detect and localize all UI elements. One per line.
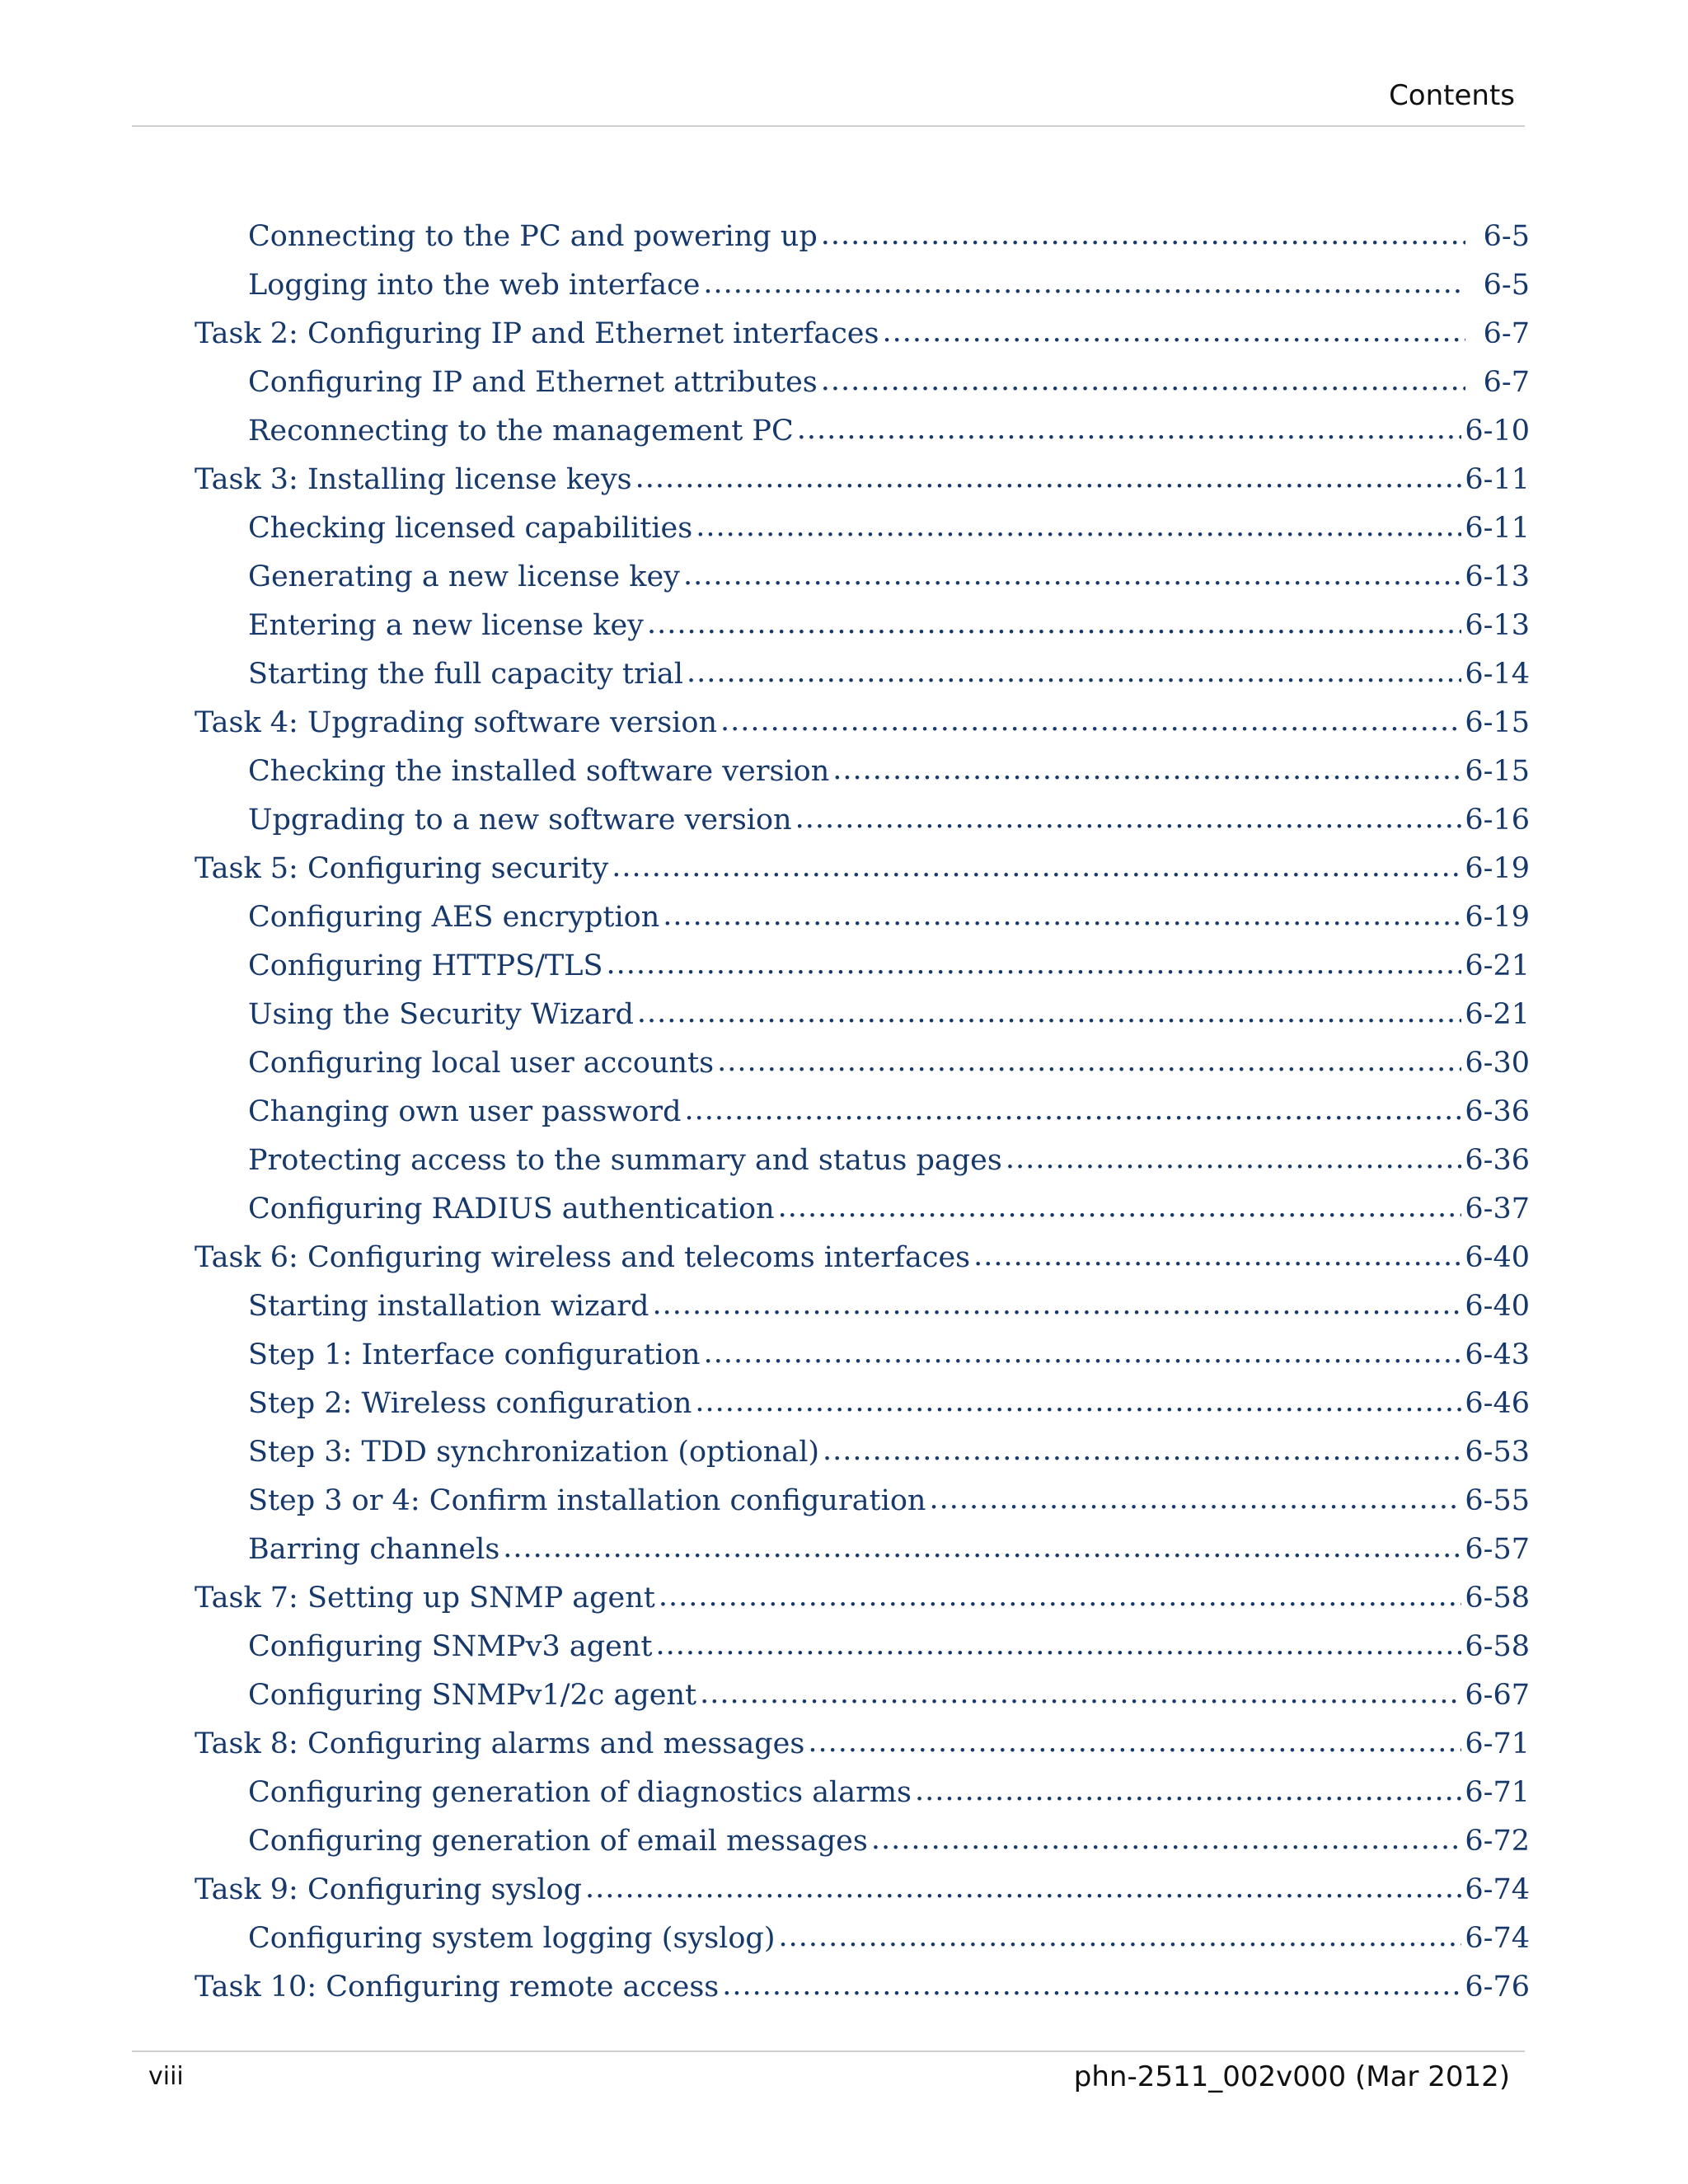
toc-entry-page: 6-58 (1465, 1582, 1530, 1615)
toc-entry-page: 6-10 (1465, 415, 1530, 448)
toc-entry-title: Configuring IP and Ethernet attributes (248, 366, 818, 399)
toc-entry-page: 6-11 (1465, 463, 1530, 496)
toc-entry-title: Checking licensed capabilities (248, 512, 693, 545)
toc-entry-page: 6-19 (1465, 901, 1530, 934)
toc-entry-task[interactable] (195, 1234, 1530, 1282)
toc-entry-title: Task 2: Configuring IP and Ethernet interfaces (195, 317, 879, 350)
toc-dot-leader (717, 1038, 1461, 1086)
toc-entry-page: 6-14 (1465, 658, 1530, 691)
toc-dot-leader (915, 1767, 1461, 1816)
toc-dot-leader (637, 989, 1461, 1038)
toc-dot-leader (1006, 1135, 1462, 1183)
toc-dot-leader (720, 697, 1461, 746)
toc-entry-page: 6-11 (1465, 512, 1530, 545)
toc-entry-task[interactable] (195, 699, 1530, 748)
toc-entry-task[interactable] (195, 1720, 1530, 1769)
toc-entry-subsection[interactable] (248, 602, 1530, 650)
toc-dot-leader (612, 843, 1461, 892)
toc-entry-title: Configuring RADIUS authentication (248, 1193, 775, 1226)
toc-dot-leader (655, 1621, 1461, 1670)
toc-entry-page: 6-21 (1465, 998, 1530, 1031)
toc-entry-title: Configuring generation of diagnostics alarms (248, 1776, 912, 1809)
toc-entry-subsection[interactable] (248, 893, 1530, 942)
toc-entry-subsection[interactable] (248, 504, 1530, 553)
toc-entry-page: 6-43 (1465, 1338, 1530, 1371)
toc-entry-title: Step 3 or 4: Confirm installation configuration (248, 1484, 926, 1517)
toc-entry-task[interactable] (195, 310, 1530, 359)
toc-dot-leader (797, 405, 1462, 454)
toc-entry-page: 6-71 (1465, 1727, 1530, 1760)
toc-entry-page: 6-5 (1483, 269, 1530, 302)
toc-dot-leader (704, 1329, 1462, 1378)
toc-dot-leader (779, 1913, 1462, 1961)
toc-entry-subsection[interactable] (248, 1185, 1530, 1234)
toc-entry-title: Configuring AES encryption (248, 901, 660, 934)
toc-dot-leader (659, 1572, 1462, 1621)
toc-entry-title: Reconnecting to the management PC (248, 415, 794, 448)
toc-entry-title: Barring channels (248, 1533, 500, 1566)
toc-dot-leader (695, 1378, 1461, 1427)
toc-entry-page: 6-55 (1465, 1484, 1530, 1517)
footer-page-number: viii (148, 2062, 184, 2091)
toc-entry-title: Task 9: Configuring syslog (195, 1873, 583, 1906)
toc-entry-page: 6-57 (1465, 1533, 1530, 1566)
toc-entry-subsection[interactable] (248, 1671, 1530, 1720)
toc-entry-page: 6-16 (1465, 804, 1530, 837)
toc-entry-title: Starting installation wizard (248, 1290, 649, 1323)
toc-entry-title: Starting the full capacity trial (248, 658, 683, 691)
toc-entry-subsection[interactable] (248, 748, 1530, 796)
toc-entry-page: 6-7 (1483, 366, 1530, 399)
toc-dot-leader (973, 1232, 1461, 1281)
toc-entry-subsection[interactable] (248, 359, 1530, 407)
toc-entry-page: 6-21 (1465, 949, 1530, 982)
toc-entry-title: Changing own user password (248, 1095, 682, 1128)
toc-entry-title: Configuring SNMPv1/2c agent (248, 1679, 697, 1712)
toc-dot-leader (503, 1524, 1461, 1572)
toc-entry-page: 6-36 (1465, 1095, 1530, 1128)
toc-entry-subsection[interactable] (248, 1623, 1530, 1671)
toc-entry-title: Step 3: TDD synchronization (optional) (248, 1436, 820, 1469)
toc-entry-subsection[interactable] (248, 796, 1530, 845)
toc-dot-leader (635, 454, 1462, 503)
toc-entry-subsection[interactable] (248, 1428, 1530, 1477)
toc-entry-page: 6-58 (1465, 1630, 1530, 1663)
toc-dot-leader (685, 1086, 1462, 1135)
toc-entry-subsection[interactable] (248, 1137, 1530, 1185)
toc-entry-task[interactable] (195, 1963, 1530, 2012)
toc-entry-page: 6-74 (1465, 1922, 1530, 1955)
toc-entry-title: Step 1: Interface configuration (248, 1338, 701, 1371)
toc-entry-page: 6-40 (1465, 1241, 1530, 1274)
toc-dot-leader (871, 1816, 1462, 1864)
toc-dot-leader (821, 211, 1465, 260)
toc-entry-page: 6-15 (1465, 706, 1530, 739)
toc-entry-title: Configuring HTTPS/TLS (248, 949, 603, 982)
toc-entry-subsection[interactable] (248, 1282, 1530, 1331)
toc-dot-leader (683, 551, 1461, 600)
toc-entry-page: 6-7 (1483, 317, 1530, 350)
toc-entry-page: 6-40 (1465, 1290, 1530, 1323)
toc-entry-page: 6-13 (1465, 609, 1530, 642)
footer-rule (132, 2050, 1525, 2052)
toc-entry-title: Task 3: Installing license keys (195, 463, 632, 496)
toc-entry-page: 6-5 (1483, 220, 1530, 253)
toc-entry-title: Logging into the web interface (248, 269, 701, 302)
toc-entry-subsection[interactable] (248, 1769, 1530, 1817)
toc-entry-title: Configuring generation of email messages (248, 1825, 868, 1858)
toc-entry-title: Using the Security Wizard (248, 998, 634, 1031)
toc-entry-subsection[interactable] (248, 1526, 1530, 1574)
toc-entry-title: Protecting access to the summary and status pages (248, 1144, 1002, 1177)
toc-dot-leader (647, 600, 1461, 649)
toc-entry-subsection[interactable] (248, 1331, 1530, 1380)
toc-entry-page: 6-13 (1465, 560, 1530, 593)
toc-dot-leader (882, 308, 1465, 357)
toc-entry-page: 6-46 (1465, 1387, 1530, 1420)
toc-entry-title: Entering a new license key (248, 609, 644, 642)
toc-entry-title: Task 10: Configuring remote access (195, 1971, 720, 2004)
toc-entry-title: Connecting to the PC and powering up (248, 220, 818, 253)
toc-entry-subsection[interactable] (248, 1817, 1530, 1866)
toc-entry-page: 6-74 (1465, 1873, 1530, 1906)
toc-entry-subsection[interactable] (248, 553, 1530, 602)
toc-entry-task[interactable] (195, 1574, 1530, 1623)
toc-entry-task[interactable] (195, 1866, 1530, 1915)
toc-entry-title: Checking the installed software version (248, 755, 830, 788)
toc-dot-leader (700, 1670, 1461, 1718)
toc-entry-page: 6-37 (1465, 1193, 1530, 1226)
toc-entry-subsection[interactable] (248, 942, 1530, 991)
toc-entry-page: 6-30 (1465, 1047, 1530, 1080)
toc-dot-leader (823, 1427, 1461, 1475)
toc-entry-subsection[interactable] (248, 1915, 1530, 1963)
toc-dot-leader (722, 1961, 1461, 2010)
toc-entry-subsection[interactable] (248, 650, 1530, 699)
toc-entry-page: 6-67 (1465, 1679, 1530, 1712)
toc-dot-leader (606, 940, 1461, 989)
toc-dot-leader (778, 1183, 1462, 1232)
toc-entry-title: Configuring local user accounts (248, 1047, 715, 1080)
toc-dot-leader (652, 1281, 1461, 1329)
toc-entry-title: Task 8: Configuring alarms and messages (195, 1727, 805, 1760)
toc-entry-title: Configuring system logging (syslog) (248, 1922, 776, 1955)
toc-entry-title: Step 2: Wireless configuration (248, 1387, 692, 1420)
toc-dot-leader (663, 892, 1461, 940)
toc-entry-page: 6-15 (1465, 755, 1530, 788)
toc-entry-title: Task 4: Upgrading software version (195, 706, 717, 739)
toc-entry-subsection[interactable] (248, 1477, 1530, 1526)
toc-dot-leader (585, 1864, 1461, 1913)
toc-entry-subsection[interactable] (248, 991, 1530, 1039)
toc-entry-subsection[interactable] (248, 213, 1530, 261)
toc-entry-page: 6-36 (1465, 1144, 1530, 1177)
toc-entry-subsection[interactable] (248, 1380, 1530, 1428)
toc-entry-title: Generating a new license key (248, 560, 680, 593)
toc-dot-leader (808, 1718, 1461, 1767)
running-header-title: Contents (1389, 79, 1515, 112)
toc-entry-task[interactable] (195, 845, 1530, 893)
toc-entry-title: Configuring SNMPv3 agent (248, 1630, 653, 1663)
toc-dot-leader (687, 649, 1461, 697)
toc-entry-title: Upgrading to a new software version (248, 804, 792, 837)
toc-entry-task[interactable] (195, 456, 1530, 504)
toc-entry-page: 6-19 (1465, 852, 1530, 885)
toc-dot-leader (832, 746, 1461, 794)
toc-entry-subsection[interactable] (248, 1088, 1530, 1137)
toc-entry-page: 6-76 (1465, 1971, 1530, 2004)
footer-document-id: phn-2511_002v000 (Mar 2012) (1073, 2060, 1510, 2093)
toc-dot-leader (929, 1475, 1461, 1524)
toc-entry-page: 6-53 (1465, 1436, 1530, 1469)
toc-entry-page: 6-71 (1465, 1776, 1530, 1809)
toc-dot-leader (696, 503, 1461, 551)
header-rule (132, 125, 1525, 127)
toc-entry-subsection[interactable] (248, 261, 1530, 310)
toc-entry-title: Task 5: Configuring security (195, 852, 609, 885)
toc-entry-title: Task 7: Setting up SNMP agent (195, 1582, 655, 1615)
toc-entry-page: 6-72 (1465, 1825, 1530, 1858)
table-of-contents (0, 213, 1688, 2012)
toc-dot-leader (821, 357, 1465, 405)
toc-entry-subsection[interactable] (248, 407, 1530, 456)
toc-dot-leader (795, 794, 1462, 843)
toc-entry-title: Task 6: Configuring wireless and telecoms interfaces (195, 1241, 971, 1274)
toc-entry-subsection[interactable] (248, 1039, 1530, 1088)
toc-dot-leader (703, 260, 1465, 308)
